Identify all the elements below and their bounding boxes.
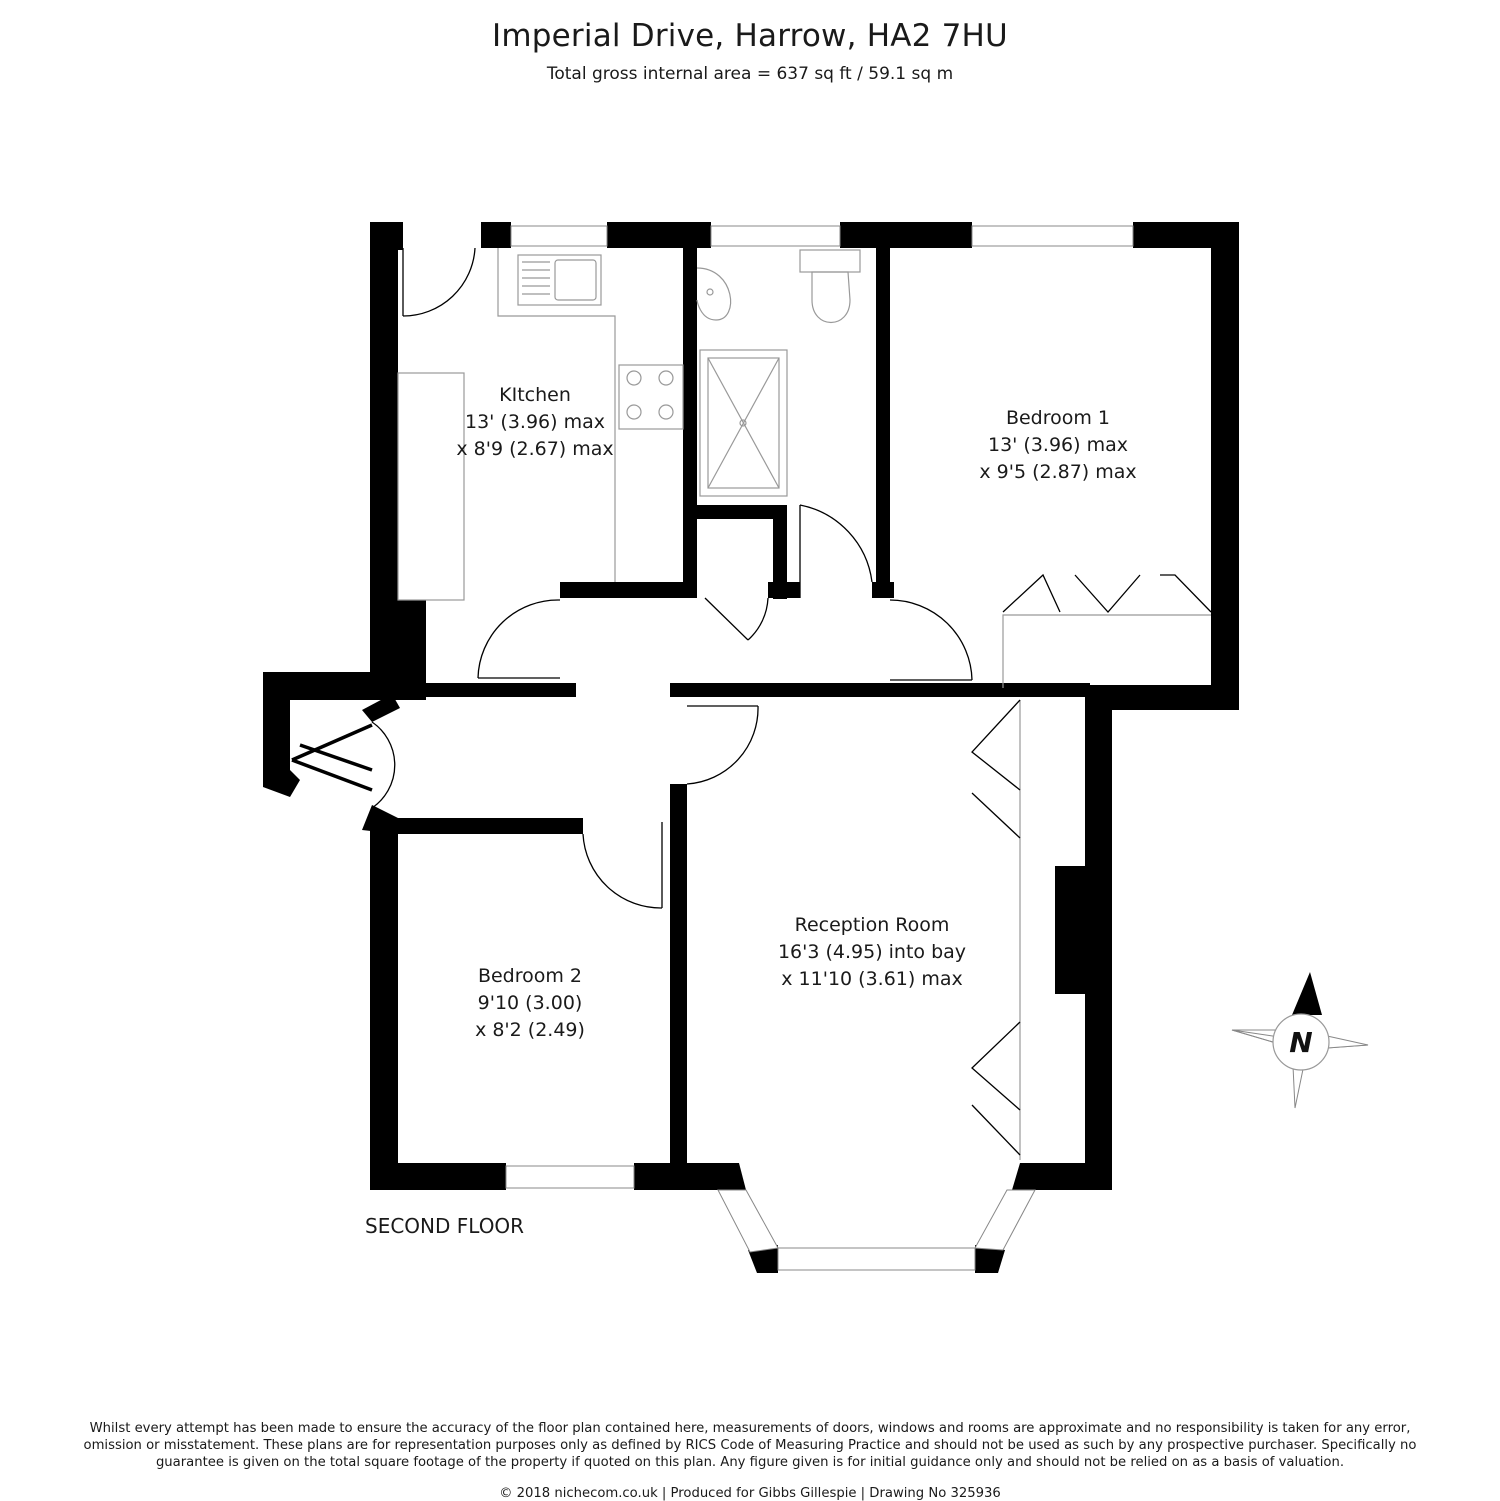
plan-title: Imperial Drive, Harrow, HA2 7HU <box>492 18 1008 54</box>
bedroom1-label <box>979 407 1136 483</box>
footer-credits: © 2018 nichecom.co.uk | Produced for Gibbs Gillespie | Drawing No 325936 <box>499 1486 1001 1501</box>
area-subtitle: Total gross internal area = 637 sq ft / 59.1 sq m <box>546 64 954 84</box>
bedroom1-dim-2: x 9'5 (2.87) max <box>979 461 1137 483</box>
floor-label: SECOND FLOOR <box>365 1214 525 1238</box>
kitchen-name: KItchen <box>499 384 571 406</box>
disclaimer-text: Whilst every attempt has been made to ensure the accuracy of the floor plan contained here, measurements of doors, windows and rooms are approximate and no responsibility is taken for any error, omission or misstatement. These plans are for representation purposes only as defined by RICS Code of Measuring Practice and should not be used as such by any prospective purchaser. Specifically no guarantee is given on the total square footage of the property if quoted on this plan. Any figure given is for initial guidance only and should not be relied on as a basis of valuation. <box>83 1421 1417 1470</box>
bedroom1-name: Bedroom 1 <box>1005 407 1111 429</box>
bedroom2-label <box>475 965 585 1041</box>
compass-north-letter: N <box>1289 1026 1313 1059</box>
bedroom2-dim-2: x 8'2 (2.49) <box>475 1019 585 1041</box>
bedroom2-name: Bedroom 2 <box>477 965 583 987</box>
walls <box>263 222 1239 1273</box>
kitchen-dim-1: 13' (3.96) max <box>464 411 606 433</box>
reception-dim-2: x 11'10 (3.61) max <box>781 968 963 990</box>
reception-dim-1: 16'3 (4.95) into bay <box>777 941 967 963</box>
reception-label <box>778 914 966 990</box>
compass-icon <box>1232 972 1368 1108</box>
kitchen-label <box>456 384 613 460</box>
windows <box>506 226 1133 1270</box>
reception-name: Reception Room <box>794 914 950 936</box>
bedroom1-dim-1: 13' (3.96) max <box>987 434 1129 456</box>
entrance-door-leaves <box>292 725 372 790</box>
bedroom2-dim-1: 9'10 (3.00) <box>477 992 583 1014</box>
kitchen-dim-2: x 8'9 (2.67) max <box>456 438 614 460</box>
